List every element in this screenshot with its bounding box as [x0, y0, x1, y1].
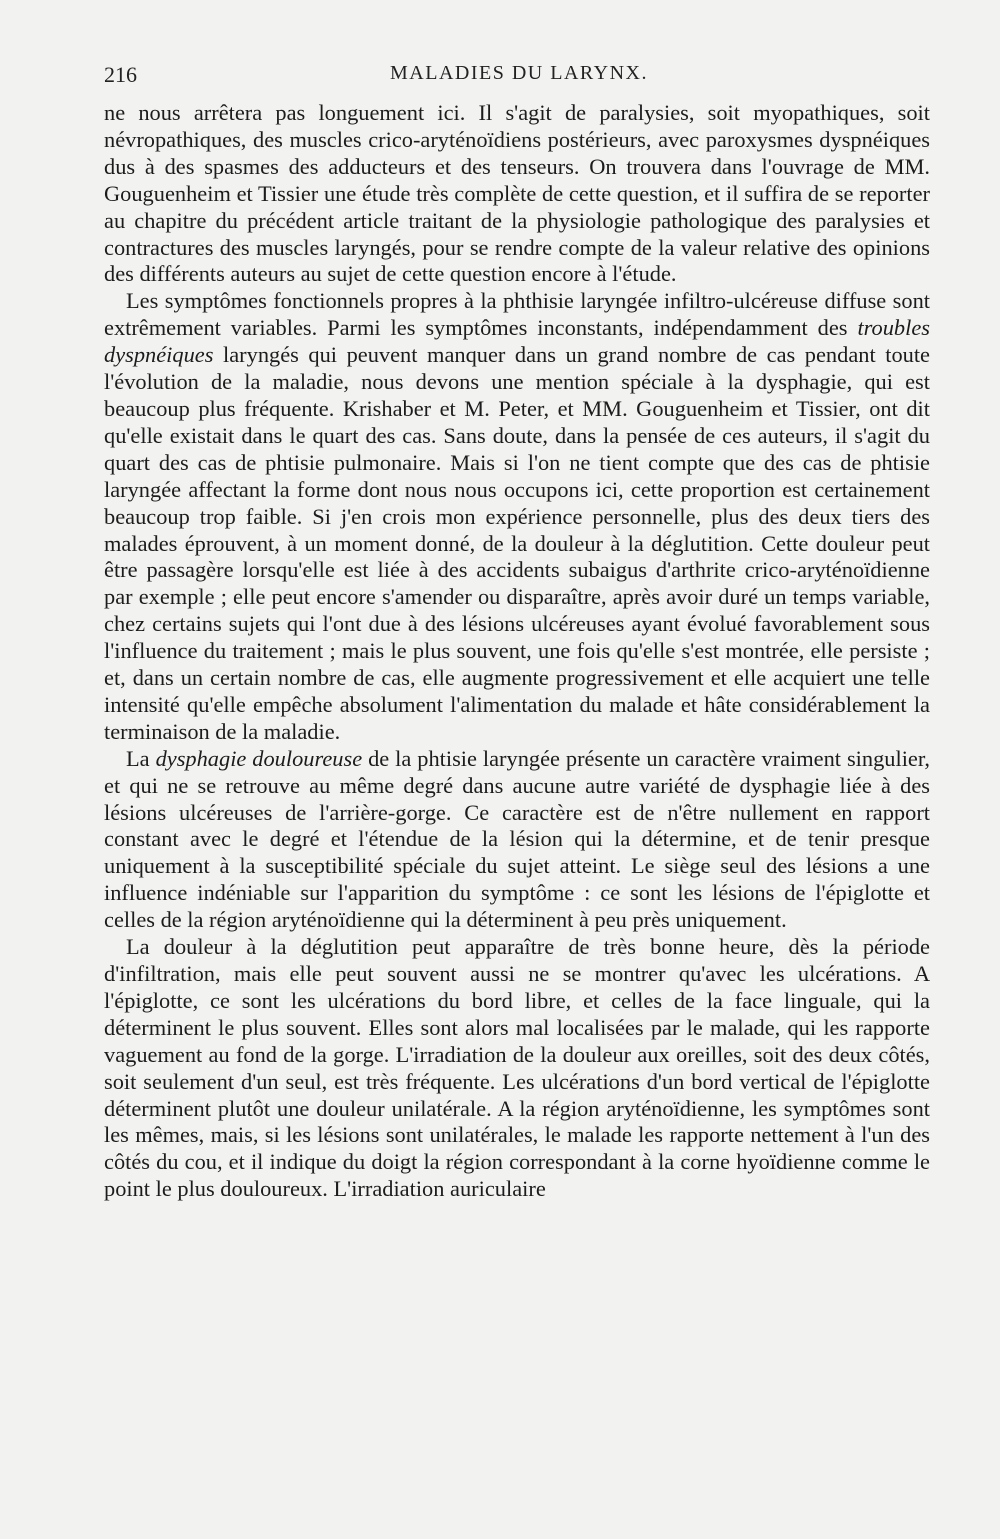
paragraph-text-part: Les symptômes fonctionnels propres à la phthisie laryngée infiltro-ulcéreuse diffuse sont extrêmement variables. Parmi les symptômes inconstants, indépendamment des	[104, 288, 930, 341]
body-text	[104, 100, 930, 1203]
paragraph-text-part: laryngés qui peuvent manquer dans un grand nombre de cas pendant toute l'évolution de la maladie, nous devons une mention spéciale à la dysphagie, qui est beaucoup plus fréquente. Krishaber et M. Peter, et MM. Gouguenheim et Tissier, ont dit qu'elle existait dans le quart des cas. Sans doute, dans la pensée de ces auteurs, il s'agit du quart des cas de phtisie pulmonaire. Mais si l'on ne tient compte que des cas de phtisie laryngée affectant la forme dont nous nous occupons ici, cette proportion est certainement beaucoup trop faible. Si j'en crois mon expérience personnelle, plus des deux tiers des malades éprouvent, à un moment donné, de la douleur à la déglutition. Cette douleur peut être passagère lorsqu'elle est liée à des accidents subaigus d'arthrite crico-aryténoïdienne par exemple ; elle peut encore s'amender ou disparaître, après avoir duré un temps variable, chez certains sujets qui l'ont due à des lésions ulcéreuses ayant évolué favorablement sous l'influence du traitement ; mais le plus souvent, une fois qu'elle s'est montrée, elle persiste ; et, dans un certain nombre de cas, elle augmente progressivement et elle acquiert une telle intensité qu'elle empêche absolument l'alimentation du malade et hâte considérablement la terminaison de la maladie.	[104, 342, 930, 744]
italic-term: troubles dyspnéiques	[104, 315, 930, 368]
paragraph-symptomes-fonctionnels	[104, 288, 930, 745]
paragraph-paralysies: ne nous arrêtera pas longuement ici. Il s'agit de paralysies, soit myopathiques, soit névropathiques, des muscles crico-aryténoïdiens postérieurs, avec paroxysmes dyspnéiques dus à des spasmes des adducteurs et des tenseurs. On trouvera dans l'ouvrage de MM. Gouguenheim et Tissier une étude très complète de cette question, et il suffira de se reporter au chapitre du précédent article traitant de la physiologie pathologique des paralysies et contractures des muscles laryngés, pour se rendre compte de la valeur relative des opinions des différents auteurs au sujet de cette question encore à l'étude.	[104, 100, 930, 287]
paragraph-dysphagie-douloureuse	[104, 746, 930, 934]
page-header	[104, 62, 934, 96]
paragraph-text-part: de la phtisie laryngée présente un caractère vraiment singulier, et qui ne se retrouve au même degré dans aucune autre variété de dysphagie liée à des lésions ulcéreuses de l'arrière-gorge. Ce caractère est de n'être nullement en rapport constant avec le degré et l'étendue de la lésion qui la détermine, et de tenir presque uniquement à la susceptibilité spéciale du sujet atteint. Le siège seul des lésions a une influence indéniable sur l'apparition du symptôme : ce sont les lésions de l'épiglotte et celles de la région aryténoïdienne qui la déterminent à peu près uniquement.	[104, 745, 931, 933]
paragraph-text-part: La	[126, 745, 156, 771]
paragraph-douleur-deglutition: La douleur à la déglutition peut apparaître de très bonne heure, dès la période d'infiltration, mais elle peut souvent aussi ne se montrer qu'avec les ulcérations. A l'épiglotte, ce sont les ulcérations du bord libre, et celles de la face linguale, qui la déterminent le plus souvent. Elles sont alors mal localisées par le malade, qui les rapporte vaguement au fond de la gorge. L'irradiation de la douleur aux oreilles, soit des deux côtés, soit seulement d'un seul, est très fréquente. Les ulcérations d'un bord vertical de l'épiglotte déterminent plutôt une douleur unilatérale. A la région aryténoïdienne, les symptômes sont les mêmes, mais, si les lésions sont unilatérales, le malade les rapporte nettement à l'un des côtés du cou, et il indique du doigt la région correspondant à la corne hyoïdienne comme le point le plus douloureux. L'irradiation auriculaire	[104, 934, 930, 1202]
page-number: 216	[104, 62, 137, 87]
running-head: MALADIES DU LARYNX.	[390, 62, 648, 84]
italic-term: dysphagie douloureuse	[155, 745, 363, 771]
